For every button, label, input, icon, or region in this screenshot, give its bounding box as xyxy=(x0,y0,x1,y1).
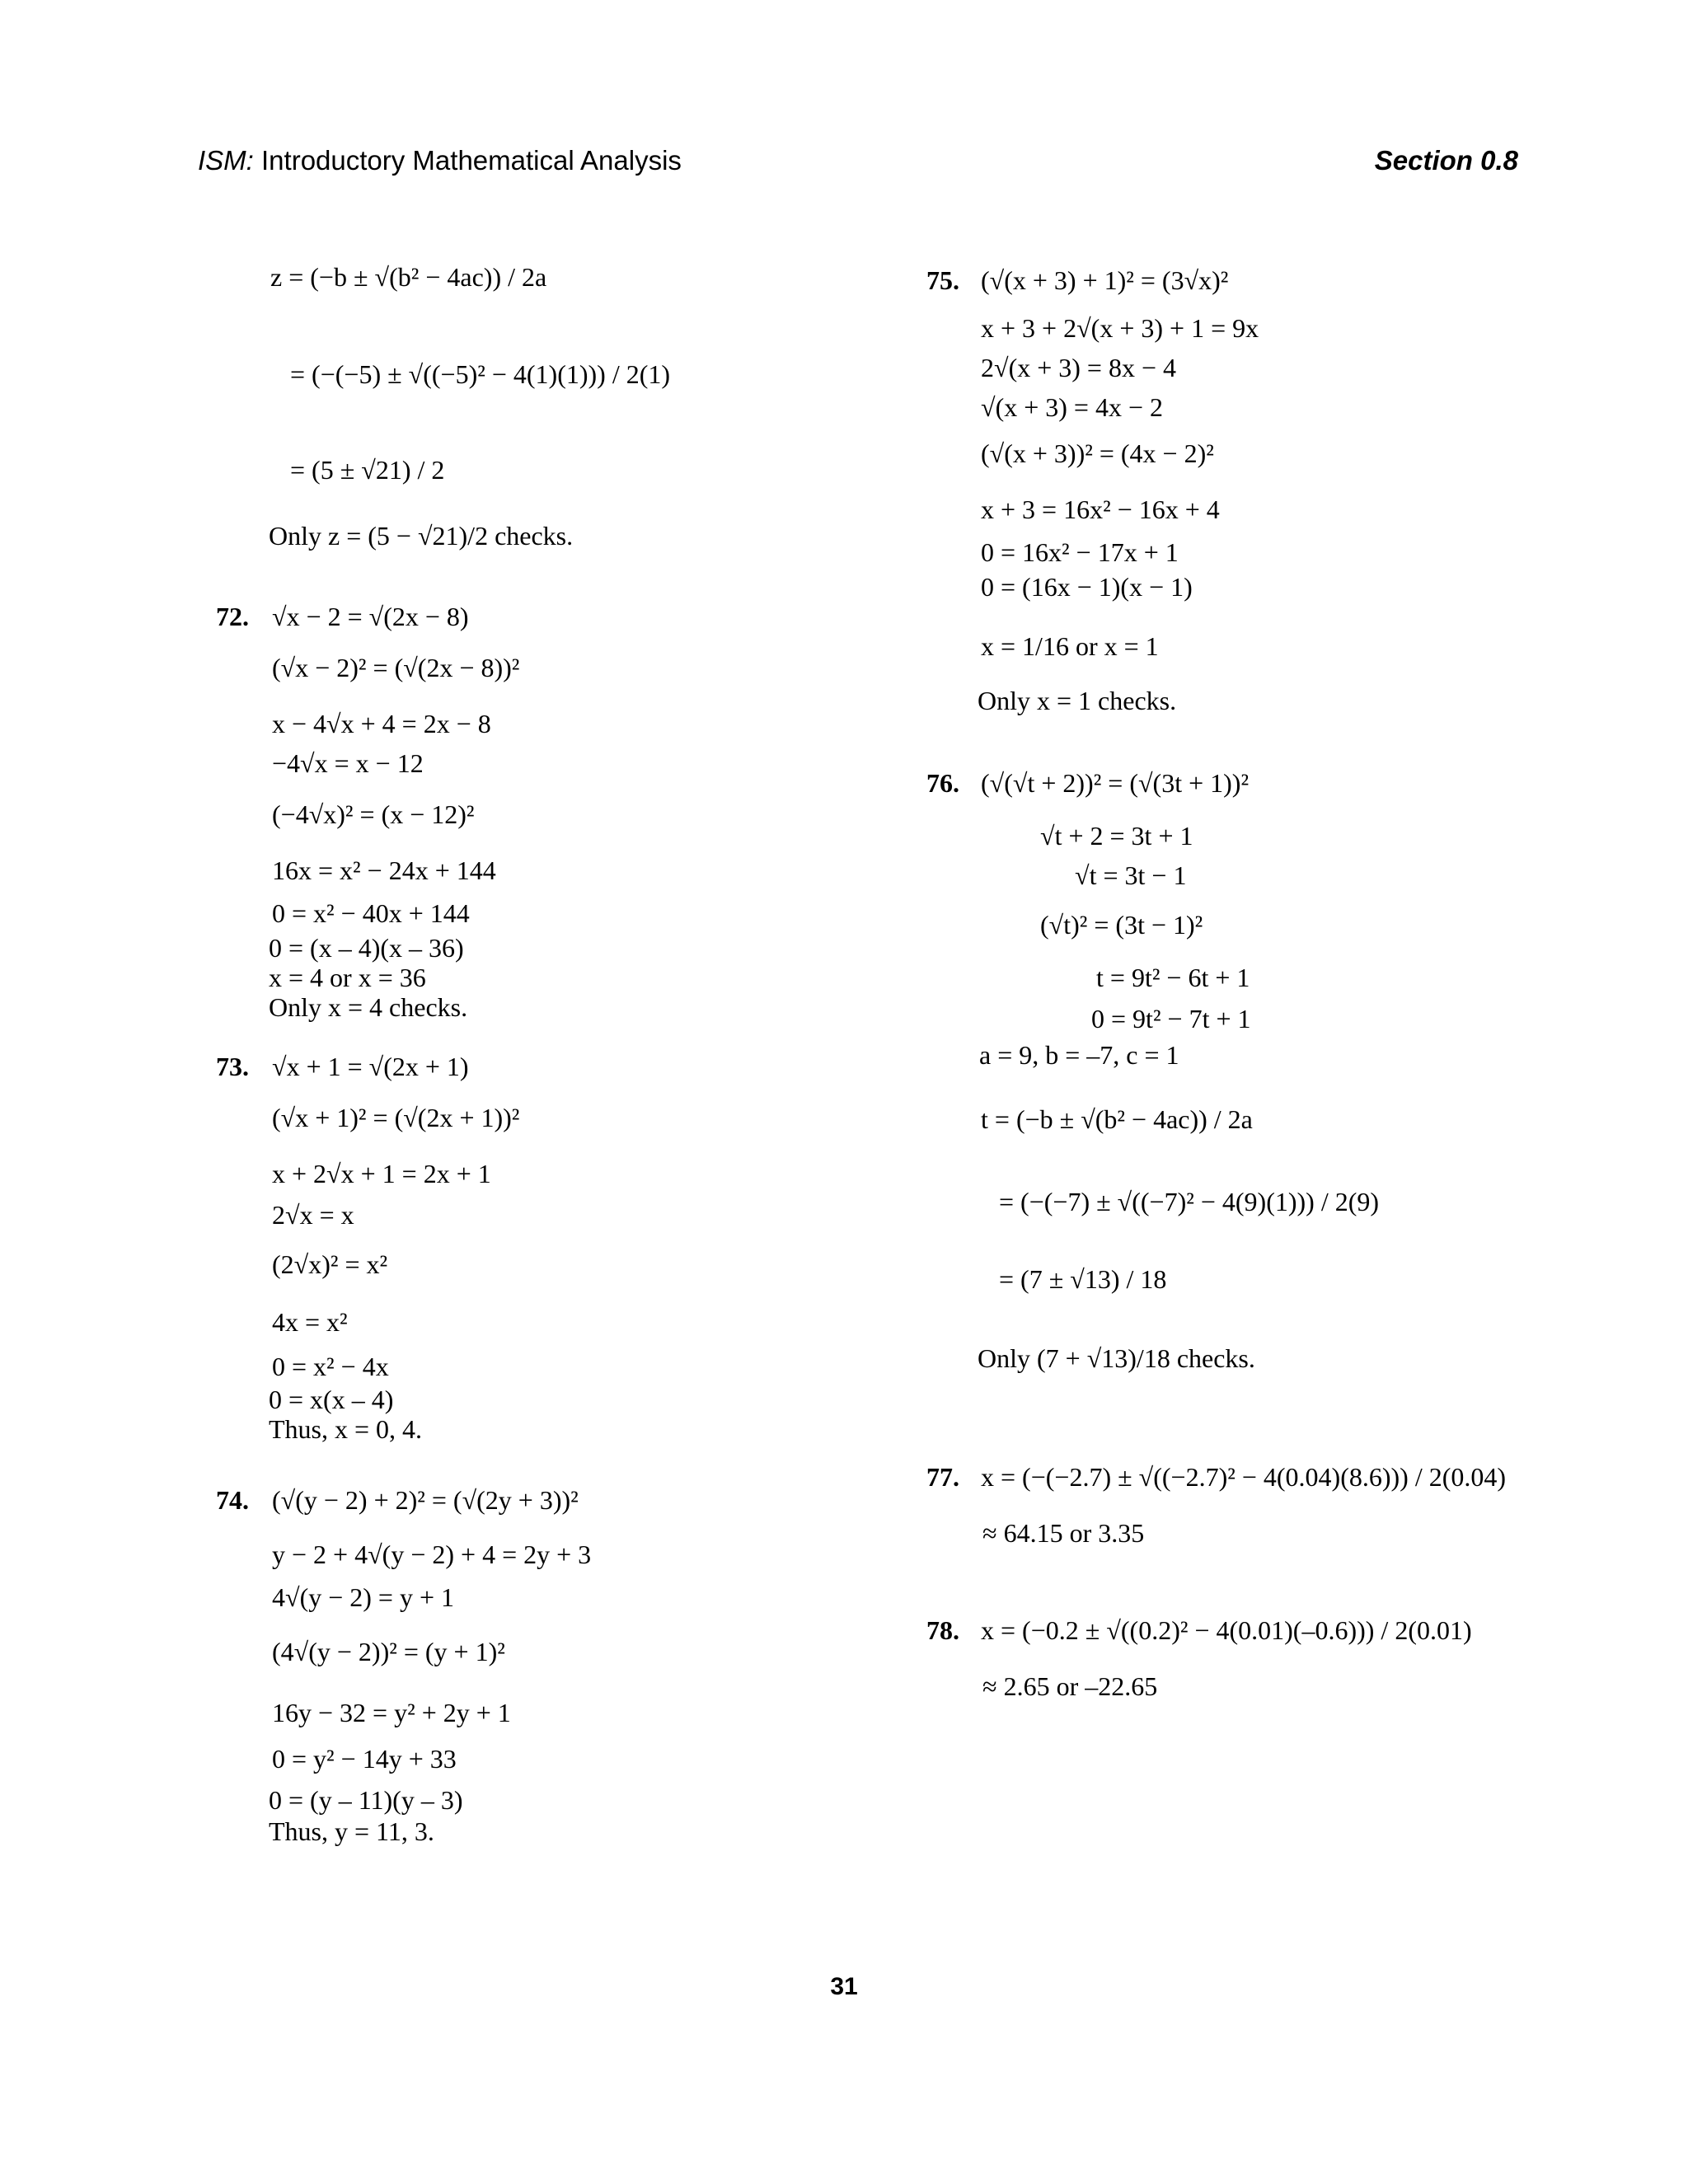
problem-number: 76. xyxy=(926,768,959,798)
solution-line: = (−(−5) ± √((−5)² − 4(1)(1))) / 2(1) xyxy=(290,359,671,389)
page-number: 31 xyxy=(830,1973,858,2000)
solution-line: √t + 2 = 3t + 1 xyxy=(1040,821,1193,851)
solution-line: (√x − 2)² = (√(2x − 8))² xyxy=(272,653,520,682)
solution-line: Thus, y = 11, 3. xyxy=(269,1816,434,1846)
solution-line: √x − 2 = √(2x − 8) xyxy=(272,602,469,631)
solution-line: −4√x = x − 12 xyxy=(272,748,424,778)
solution-line: = (5 ± √21) / 2 xyxy=(290,455,445,485)
solution-line: (√(x + 3) + 1)² = (3√x)² xyxy=(981,265,1229,295)
solution-line: 4x = x² xyxy=(272,1307,348,1337)
solution-line: x = (−0.2 ± √((0.2)² − 4(0.01)(–0.6))) / 2(0.01) xyxy=(981,1615,1472,1645)
solution-line: (√x + 1)² = (√(2x + 1))² xyxy=(272,1103,520,1132)
solution-line: 0 = (y – 11)(y – 3) xyxy=(269,1785,463,1815)
solution-line: x + 3 = 16x² − 16x + 4 xyxy=(981,494,1220,524)
running-header-left xyxy=(198,145,682,176)
solution-line: Only x = 4 checks. xyxy=(269,992,468,1022)
solution-line: √t = 3t − 1 xyxy=(1075,860,1187,890)
solution-line: 16x = x² − 24x + 144 xyxy=(272,855,496,885)
header-book-abbrev: ISM: xyxy=(198,145,254,176)
header-book-title: Introductory Mathematical Analysis xyxy=(253,145,682,176)
problem-number: 73. xyxy=(216,1052,249,1081)
solution-line: (−4√x)² = (x − 12)² xyxy=(272,799,475,829)
solution-line: z = (−b ± √(b² − 4ac)) / 2a xyxy=(270,262,547,292)
solution-line: x = (−(−2.7) ± √((−2.7)² − 4(0.04)(8.6))) / 2(0.04) xyxy=(981,1462,1507,1492)
solution-line: x + 2√x + 1 = 2x + 1 xyxy=(272,1159,491,1188)
solution-line: (√(x + 3))² = (4x − 2)² xyxy=(981,438,1214,468)
solution-line: 0 = 9t² − 7t + 1 xyxy=(1091,1004,1251,1033)
running-header-section: Section 0.8 xyxy=(1374,145,1518,176)
solution-line: 2√(x + 3) = 8x − 4 xyxy=(981,353,1177,382)
solution-line: t = 9t² − 6t + 1 xyxy=(1096,963,1250,992)
solution-line: 0 = x² − 4x xyxy=(272,1352,389,1381)
solution-line: x = 1/16 or x = 1 xyxy=(981,631,1159,661)
solution-line: (2√x)² = x² xyxy=(272,1249,388,1279)
solution-line: (√t)² = (3t − 1)² xyxy=(1040,910,1203,940)
solution-line: (4√(y − 2))² = (y + 1)² xyxy=(272,1637,505,1666)
solution-line: √x + 1 = √(2x + 1) xyxy=(272,1052,469,1081)
solution-line: ≈ 64.15 or 3.35 xyxy=(982,1518,1145,1548)
solution-line: Only x = 1 checks. xyxy=(978,686,1177,715)
solution-line: 4√(y − 2) = y + 1 xyxy=(272,1582,455,1612)
solution-line: x − 4√x + 4 = 2x − 8 xyxy=(272,709,491,738)
problem-number: 75. xyxy=(926,265,959,295)
problem-number: 78. xyxy=(926,1615,959,1645)
solution-line: 0 = (16x − 1)(x − 1) xyxy=(981,572,1193,602)
solution-line: 0 = x² − 40x + 144 xyxy=(272,898,470,928)
problem-number: 74. xyxy=(216,1485,249,1515)
problem-number: 72. xyxy=(216,602,249,631)
solution-line: 0 = 16x² − 17x + 1 xyxy=(981,537,1179,567)
solution-line: = (7 ± √13) / 18 xyxy=(999,1264,1167,1294)
solution-line: (√(y − 2) + 2)² = (√(2y + 3))² xyxy=(272,1485,579,1515)
solution-line: 0 = x(x – 4) xyxy=(269,1385,394,1414)
solution-line: Only (7 + √13)/18 checks. xyxy=(978,1343,1255,1373)
solution-line: x = 4 or x = 36 xyxy=(269,963,426,992)
solution-line: ≈ 2.65 or –22.65 xyxy=(982,1671,1158,1701)
solution-line: (√(√t + 2))² = (√(3t + 1))² xyxy=(981,768,1250,798)
solution-line: y − 2 + 4√(y − 2) + 4 = 2y + 3 xyxy=(272,1540,592,1569)
solution-line: Only z = (5 − √21)/2 checks. xyxy=(269,521,574,551)
solution-line: 0 = (x – 4)(x – 36) xyxy=(269,933,464,963)
solution-line: t = (−b ± √(b² − 4ac)) / 2a xyxy=(981,1104,1253,1134)
problem-number: 77. xyxy=(926,1462,959,1492)
solution-line: Thus, x = 0, 4. xyxy=(269,1414,423,1444)
solution-line: 2√x = x xyxy=(272,1200,354,1230)
solution-line: 16y − 32 = y² + 2y + 1 xyxy=(272,1698,511,1727)
solution-line: a = 9, b = –7, c = 1 xyxy=(979,1040,1179,1070)
solution-line: √(x + 3) = 4x − 2 xyxy=(981,392,1164,422)
solution-line: x + 3 + 2√(x + 3) + 1 = 9x xyxy=(981,313,1259,343)
solution-line: 0 = y² − 14y + 33 xyxy=(272,1744,457,1774)
solution-line: = (−(−7) ± √((−7)² − 4(9)(1))) / 2(9) xyxy=(999,1187,1380,1216)
